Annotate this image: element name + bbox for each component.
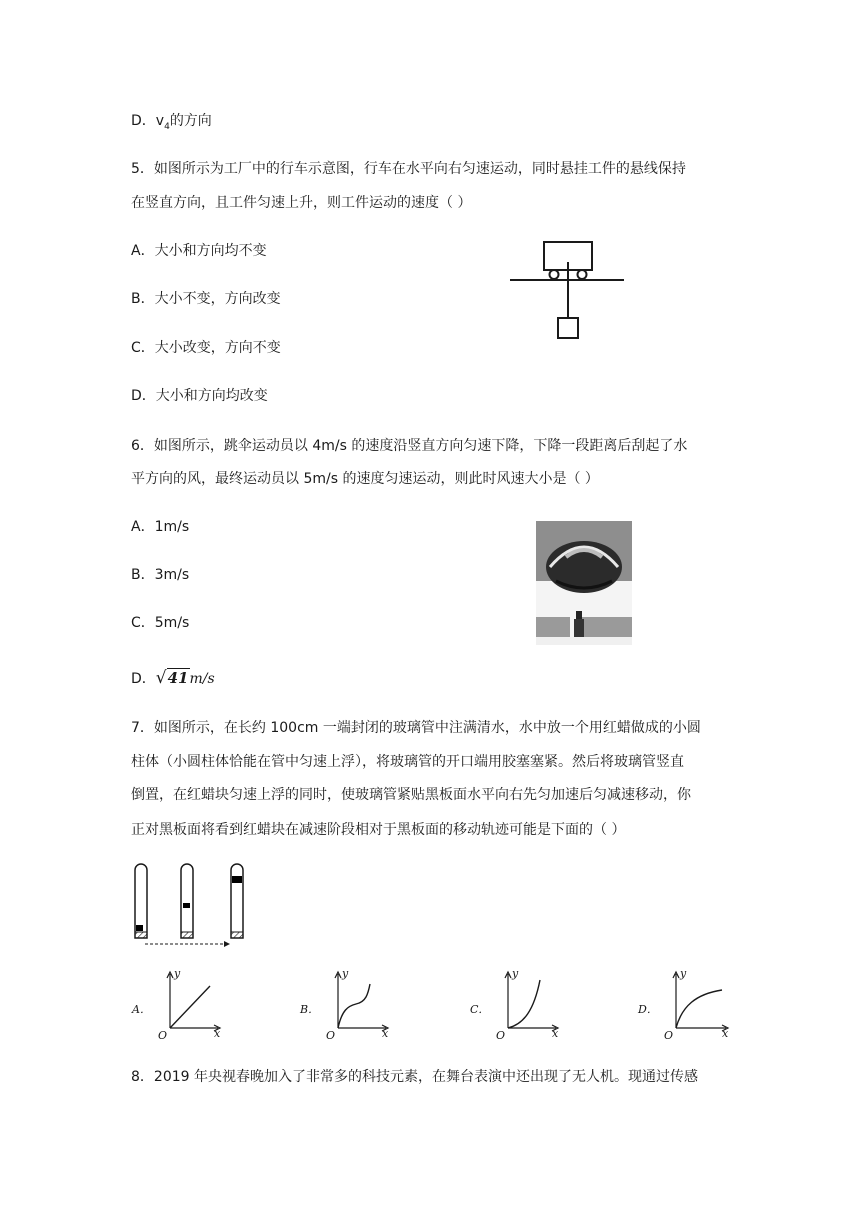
motion-arrow-head xyxy=(224,941,230,947)
wheel-left xyxy=(550,270,559,279)
wax-block-3 xyxy=(232,876,242,883)
q7-stem-line3: 倒置，在红蜡块匀速上浮的同时，使玻璃管紧贴黑板面水平向右先匀加速后匀减速移动，你 xyxy=(131,787,691,803)
graph-b: B． y x O xyxy=(300,967,389,1042)
graph-b-curve xyxy=(338,984,370,1028)
q7-stem-line4: 正对黑板面将看到红蜡块在减速阶段相对于黑板面的移动轨迹可能是下面的（ ） xyxy=(131,822,626,838)
q5-option-c: C．大小改变，方向不变 xyxy=(131,340,281,356)
graph-b-label: B． xyxy=(300,1003,320,1016)
q5-option-d: D．大小和方向均改变 xyxy=(131,388,268,404)
workpiece-block xyxy=(558,318,578,338)
graph-c-curve xyxy=(508,980,540,1028)
wax-block-2 xyxy=(183,903,190,908)
wax-block-1 xyxy=(136,925,143,931)
glass-tubes-figure xyxy=(128,862,258,952)
crane-figure xyxy=(508,238,628,342)
q6-option-c: C．5m/s xyxy=(131,615,190,631)
q5-option-b: B．大小不变，方向改变 xyxy=(131,291,281,307)
q7-stem-line2: 柱体（小圆柱体恰能在管中匀速上浮），将玻璃管的开口端用胶塞塞紧。然后将玻璃管竖直 xyxy=(131,754,684,770)
graph-d: D． y x O xyxy=(638,967,729,1042)
q5-stem-line1: 5．如图所示为工厂中的行车示意图，行车在水平向右匀速运动，同时悬挂工件的悬线保持 xyxy=(131,161,686,177)
q6-option-a: A．1m/s xyxy=(131,519,190,535)
graph-a-curve xyxy=(170,986,210,1028)
q5-option-a: A．大小和方向均不变 xyxy=(131,243,267,259)
wheel-right xyxy=(578,270,587,279)
q7-stem-line1: 7．如图所示，在长约 100cm 一端封闭的玻璃管中注满清水，水中放一个用红蜡做成的小圆 xyxy=(131,720,701,736)
q6-option-b: B．3m/s xyxy=(131,567,190,583)
q6-stem-line1: 6．如图所示，跳伞运动员以 4m/s 的速度沿竖直方向匀速下降，下降一段距离后刮起了水 xyxy=(131,438,688,454)
q8-stem-line1: 8．2019 年央视春晚加入了非常多的科技元素，在舞台表演中还出现了无人机。现通过传感 xyxy=(131,1069,698,1085)
graph-c: C． y x O xyxy=(470,967,559,1042)
tube-2 xyxy=(181,864,193,938)
q6-stem-line2: 平方向的风，最终运动员以 5m/s 的速度匀速运动，则此时风速大小是（ ） xyxy=(131,471,599,487)
parachute-figure xyxy=(536,521,632,645)
graph-a: A． y x O xyxy=(132,967,221,1042)
graph-d-label: D． xyxy=(638,1003,658,1016)
q5-stem-line2: 在竖直方向，且工件匀速上升，则工件运动的速度（ ） xyxy=(131,195,472,211)
graph-a-label: A． xyxy=(132,1003,151,1016)
graph-d-curve xyxy=(676,990,722,1028)
tube-3 xyxy=(231,864,243,938)
q6-option-d: D．√41m/s xyxy=(131,668,215,688)
q4-option-d: D．$v_4$的方向 xyxy=(131,113,212,132)
graph-c-label: C． xyxy=(470,1003,490,1016)
